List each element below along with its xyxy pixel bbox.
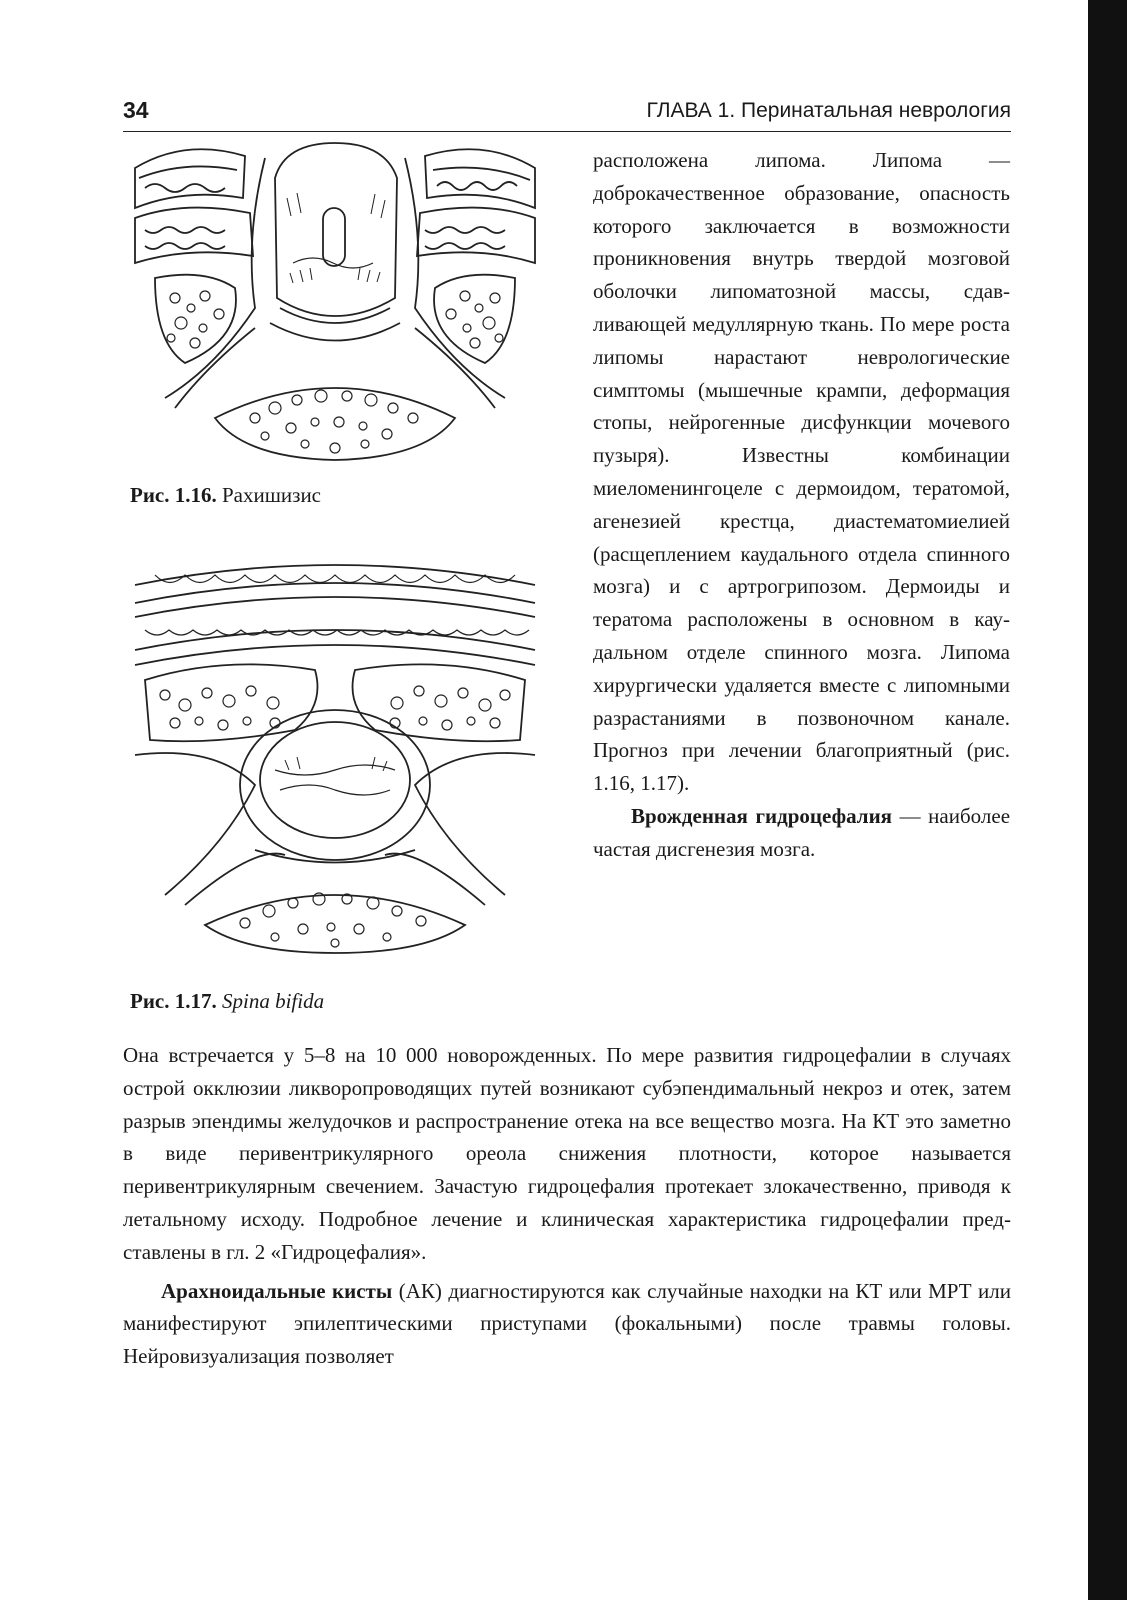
figure-rachischisis-illustration bbox=[125, 138, 545, 468]
right-column-text bbox=[593, 144, 1010, 866]
figure-spina-bifida-label: Рис. 1.17. bbox=[130, 989, 217, 1013]
figure-rachischisis-caption bbox=[130, 482, 321, 508]
figure-spina-bifida-illustration bbox=[125, 555, 545, 955]
term-congenital-hydrocephalus: Врожденная гидроцефалия bbox=[631, 803, 893, 828]
figure-spina-bifida-caption bbox=[130, 988, 324, 1014]
page-header bbox=[123, 97, 1011, 132]
scan-edge-bar bbox=[1088, 0, 1127, 1600]
term-arachnoid-cysts: Арахноидальные кисты bbox=[161, 1278, 393, 1303]
paragraph-lipoma: расположена липома. Липома — доброкачественное образование, опасность которого заключается в возможности проникновения внутрь твердой мозговой оболочки липоматозной массы, сдавливающей медуллярную ткань. По мере роста липомы нарастают неврологические симптомы (мышечные крампи, деформация стопы, нейрогенные дисфункции мочевого пузыря). Известны комбинации миеломенингоцеле с дермоидом, тератомой, агенезией крестца, диастематомиелией (расщеплением каудального отдела спинного мозга) и с артрогрипозом. Дермоиды и тератома расположены в основном в каудальном отделе спинного мозга. Липома хирургически удаляется вместе с липомными разрастаниями в позвоночном канале. Прогноз при лечении благоприятный (рис. 1.16, 1.17). bbox=[593, 148, 1010, 796]
figure-rachischisis-label: Рис. 1.16. bbox=[130, 483, 217, 507]
chapter-title: ГЛАВА 1. Перинатальная неврология bbox=[646, 99, 1011, 122]
full-width-text bbox=[123, 1039, 1011, 1373]
paragraph-hydrocephalus-start bbox=[593, 800, 1010, 866]
figure-spina-bifida-title: Spina bifida bbox=[222, 989, 325, 1013]
arachnoid-cysts-text: (АК) диагностируются как случайные находки на КТ или МРТ или манифестируют эпилептическими приступами (фокальными) после травмы головы. Нейровизуализация позволяет bbox=[123, 1278, 1011, 1369]
page-number: 34 bbox=[123, 97, 149, 123]
figure-rachischisis-title: Рахишизис bbox=[222, 483, 322, 507]
paragraph-hydrocephalus-cont: Она встречается у 5–8 на 10 000 новорожденных. По мере развития гидроцефалии в случаях острой окклюзии ликворопроводящих путей возникают субэпендимальный некроз и отек, затем разрыв эпендимы желудочков и распространение отека на все вещество мозга. На КТ это заметно в виде перивентрикулярного ореола снижения плотности, которое называется перивентрикулярным свечением. Зачастую гидроцефалия протекает злокачественно, приводя к летальному исходу. Подробное лечение и клиническая характеристика гидроцефалии представлены в гл. 2 «Гидроцефалия». bbox=[123, 1043, 1011, 1264]
paragraph-arachnoid-cysts bbox=[123, 1275, 1011, 1373]
figure-spina-bifida bbox=[125, 555, 545, 955]
hydrocephalus-intro-text: — наиболее частая дисгенезия мозга. bbox=[593, 803, 1011, 861]
figure-rachischisis bbox=[125, 138, 545, 468]
